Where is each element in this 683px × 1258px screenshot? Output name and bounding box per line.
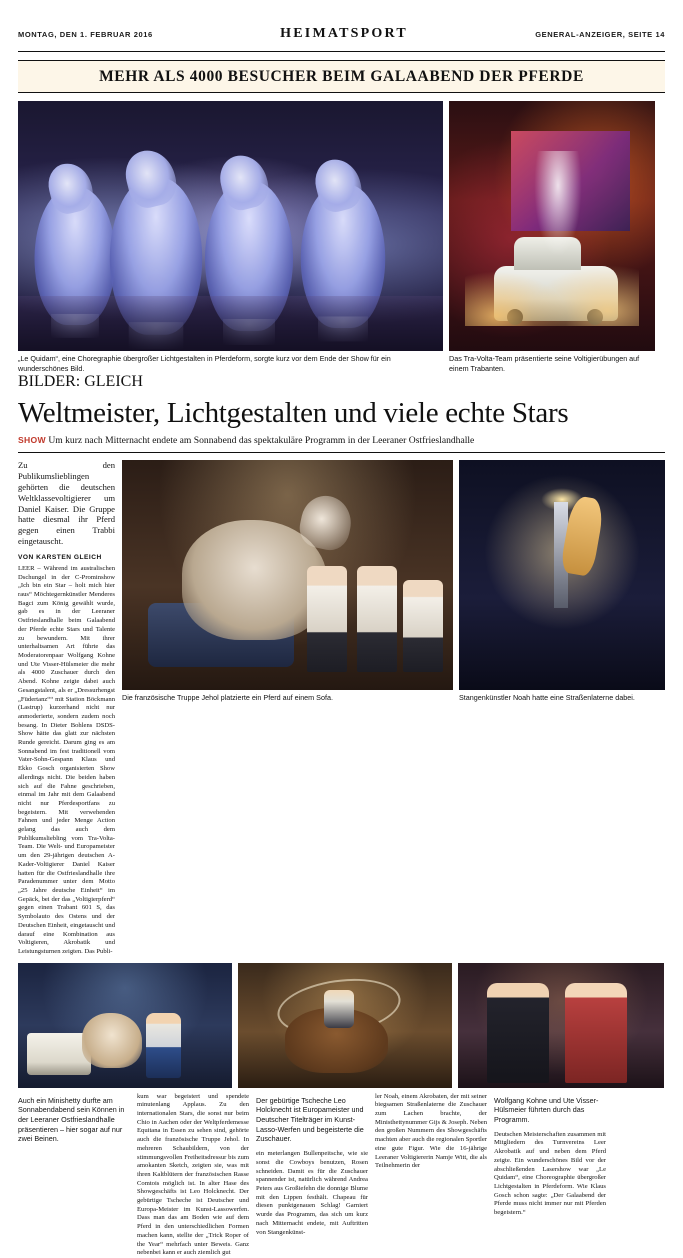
photo-row-top (18, 101, 665, 391)
column-holcknecht-caption (256, 1093, 368, 1258)
article-column-3: ein meterlangen Bullenpeitsche, wie sie sonst die Cowboys benutzen, Rosen schneiden. Damit es für die Zuschauer spannender ist, natürlich während Andrea Peters aus Großiefehn die donnige Blume mit den Lippen festhält. Chapeau für diesen punktgenauen Schlag! Garniert wurde das Programm, das sich um kurz nach Mitternacht endete, mit Auftritten von Stangenkünst- (256, 1150, 368, 1236)
photo-credit: BILDER: GLEICH (18, 373, 143, 391)
banner-headline: MEHR ALS 4000 BESUCHER BEIM GALAABEND DER PFERDE (99, 68, 584, 85)
article-headline: Weltmeister, Lichtgestalten und viele echte Stars (18, 397, 569, 430)
lede-column (18, 460, 115, 956)
caption-noah: Stangenkünstler Noah hatte eine Straßenlaterne dabei. (459, 693, 635, 703)
photo-moderators (458, 963, 664, 1088)
photo-row-bottom (18, 963, 665, 1088)
photo-holcknecht (238, 963, 452, 1088)
article-column-1: LEER – Während im australischen Dschungel in der C-Prominshow „Ich bin ein Star – holt mich hier raus“ Möchtegernkünstler Menderes Bagci zum König gewählt wurde, gab es in der Leeraner Ostfrieslandhalle beim Galaabend der Pferde echte Stars und Talente zu bewundern. Mit ihrer unterhaltsamen Art führte das Moderatorenpaar Wolfgang Kohne und Ute Visser-Hülsmeier die mehr als 4000 Zuschauer durch den Abend. Kohne zeigte dabei auch Gesangstalent, als er „Dressurhengst „Füdertanz““ mit Station Böckmann (Lastrup) kurzerhand nicht nur anmoderierte, sondern zudem noch besang. In Dieter Bohlens DSDS-Show hätte das glatt zur nächsten Runde gereicht. Darum ging es am Sonnabend im fest traditionell vom Vater-Sohn-Gespann Klaus und Ekko Gosch organisierten Show allerdings nicht. Die beiden haben sich auf die Fahne geschrieben, einmal im Jahr mit dem Galaabend nicht nur Pferdesportfans zu begeistern. Mit verwehenden Fahnen und jeder Menge Action gelang das auch dem Publikumsliebling vom Tra-Volta-Team. Die Welt- und Europameister um den 29-jährigen deutschen A-Kader-Voltigierer Daniel Kaiser hatten für die Ostfrieslandhalle ihre Paradenummer unter dem Motto „25 Jahre deutsche Einheit“ im Gepäck, bei der das „Voltigierpferd“ gegen einen Trabant 601 S, das Symbolauto des Ostens und der Deutschen Einheit, eingetauscht und darauf eine Kombination aus Voltigieren, Akrobatik und Leistungsturnen zeigten. Das Publi- (18, 564, 115, 955)
article-byline: VON KARSTEN GLEICH (18, 553, 102, 561)
caption-jehol: Die französische Truppe Jehol platzierte ein Pferd auf einem Sofa. (122, 693, 333, 703)
article-subhead: Um kurz nach Mitternacht endete am Sonnabend das spektakuläre Programm in der Leeraner Ostfrieslandhalle (48, 434, 475, 446)
caption-trabant: Das Tra-Volta-Team präsentierte seine Voltigierübungen auf einem Trabanten. (449, 354, 640, 373)
masthead-section: HEIMATSPORT (280, 26, 408, 41)
article-column-2: kum war begeistert und spendete minutenlang Applaus. Zu den internationalen Stars, die sonst nur beim Chio in Aachen oder der Weltpferdemesse Equitana in Essen zu sehen sind, gehörte auch die französische Truppe Jehol. In mehreren Schaubildern, von der stimmungsvollen Freiheitsdressur bis zum amokanten Sketch, zeigten sie, was mit ihren Kaltblütern der französischen Rasse Comtois möglich ist. In alter Hase des Showgeschäfts ist Leo Holcknecht. Der gebürtige Tscheche ist Deutscher und Europa-Meister im Kunst-Lassowerfen. Dass man das am Boden wie auf dem Pferd in den unterschiedlichen Formen machen kann, stellte der „Trick Roper of the Year“ mehrfach unter Beweis. Ganz nebenbei kann er auch ziemlich gut (137, 1092, 249, 1257)
masthead-date: MONTAG, DEN 1. FEBRUAR 2016 (18, 30, 153, 39)
masthead-rule (18, 51, 665, 52)
article-lede: Zu den Publikumslieblingen gehörten die deutschen Weltklassevoltigierer um Daniel Kaiser. Die Gruppe hatte diesmal ihr Pferd gegen einen Trabbi eingetauscht. (18, 460, 115, 547)
caption-holcknecht: Der gebürtige Tscheche Leo Holcknecht ist Europameister und Deutscher Titelträger im Kunst-Lasso-Werfen und begeisterte die Zuschauer. (256, 1095, 364, 1144)
masthead (0, 0, 683, 48)
column-2 (137, 1093, 249, 1258)
article-column-5: Deutschen Meisterschaften zusammen mit Mitgliedern des Turnvereins Leer Akrobatik auf und neben dem Pferd zeigte. Ein wunderschönes Bild vor der abschließenden Lasershow war „Le Quidam“, eine Choreographie übergroßer Lichtgestalten in Pferdeform. Wie Klaus Gosch schon sagte: „Der Galaabend der Pferde muss nicht immer nur mit Pferden begeistern.“ (494, 1130, 606, 1217)
column-moderators-caption (494, 1093, 606, 1258)
masthead-paper: GENERAL-ANZEIGER, SEITE 14 (535, 30, 665, 39)
caption-le-quidam: „Le Quidam“, eine Choregraphie übergroßer Lichtgestalten in Pferdeform, sorgte kurz vor dem Ende der Show für ein wunderschönes Bild. (18, 354, 391, 373)
photo-le-quidam (18, 101, 443, 351)
column-4 (375, 1093, 487, 1258)
photo-trabant (449, 101, 655, 351)
photo-minishetty (18, 963, 232, 1088)
article-column-4: ler Noah, einem Akrobaten, der mit seiner biegsamen Straßenlaterne die Zuschauer zum Lachen brachte, der Ministhettynummer Gijs & Joseph. Neben den großen Nummern des Showgeschäfts machten aber auch die regionalen Sportler eine gute Figur. Wie die 16-jährige Leeraner Voltigiererin Namje Witt, die als Teilnehmerin der (375, 1092, 487, 1170)
caption-minishetty: Auch ein Minishetty durfte am Sonnabendabend sein Können in der Leeraner Ostfrieslandhalle präsentieren – hier sogar auf nur zwei Beinen. (18, 1095, 125, 1144)
mid-section (18, 460, 665, 956)
photo-noah (459, 460, 665, 690)
column-minishetty-caption (18, 1093, 130, 1258)
caption-moderators: Wolfgang Kohne und Ute Visser-Hülsmeier führten durch das Programm. (494, 1095, 599, 1125)
subhead-rule (18, 452, 665, 453)
bottom-columns (18, 1093, 665, 1258)
article-kicker: SHOW (18, 434, 46, 445)
banner-headline-box (18, 60, 665, 93)
article-subhead-line (18, 435, 665, 447)
photo-jehol (122, 460, 453, 690)
